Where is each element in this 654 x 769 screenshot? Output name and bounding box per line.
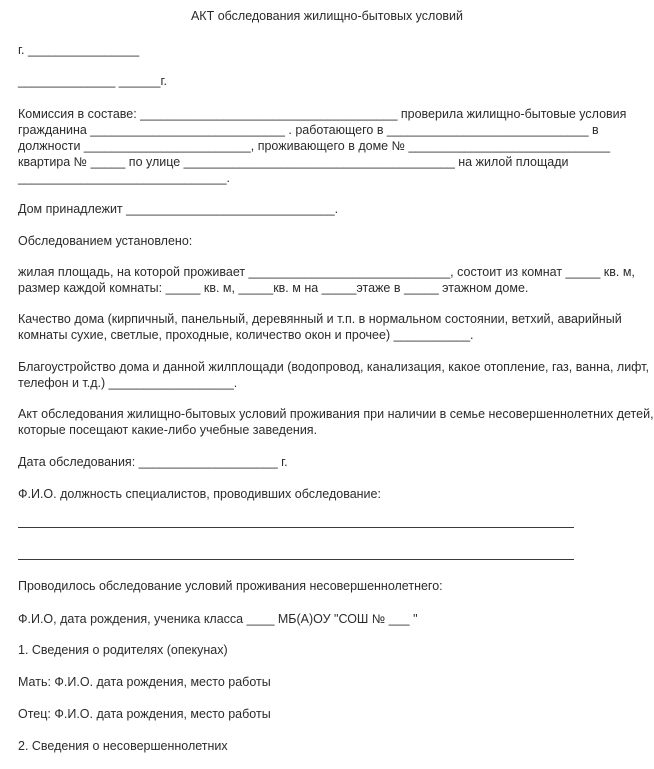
father-line: Отец: Ф.И.О. дата рождения, место работы [18,707,271,721]
minor-heading: Проводилось обследование условий проживания несовершеннолетнего: [18,579,443,593]
inspection-date-line: Дата обследования: ____________________ г. [18,455,288,469]
living-space-line: размер каждой комнаты: _____ кв. м, _____кв. м на _____этаже в _____ этажном доме. [18,281,529,295]
signature-line [18,527,574,528]
living-space-line: жилая площадь, на которой проживает _____________________________, состоит из комнат _____ кв. м, [18,265,635,279]
minors-heading: 2. Сведения о несовершеннолетних [18,739,228,753]
owner-line: Дом принадлежит ______________________________. [18,202,339,216]
house-quality-line: комнаты сухие, светлые, проходные, количество окон и прочее) ___________. [18,328,474,342]
act-note-line: Акт обследования жилищно-бытовых условий проживания при наличии в семье несовершеннолетних детей, [18,407,654,421]
commission-line: Комиссия в составе: _____________________________________ проверила жилищно-бытовые условия [18,107,627,121]
parents-heading: 1. Сведения о родителях (опекунах) [18,643,228,657]
date-line: ______________ ______г. [18,74,168,88]
house-quality-line: Качество дома (кирпичный, панельный, деревянный и т.п. в нормальном состоянии, ветхий, аварийный [18,312,622,326]
city-line: г. ________________ [18,43,140,57]
amenities-line: Благоустройство дома и данной жилплощади (водопровод, канализация, какое отопление, газ, ванна, лифт, [18,360,649,374]
act-note-line: которые посещают какие-либо учебные заведения. [18,423,318,437]
commission-line: должности ________________________, проживающего в доме № _____________________________ [18,139,611,153]
signature-line [18,559,574,560]
commission-line: гражданина ____________________________ . работающего в _____________________________ в [18,123,599,137]
student-line: Ф.И.О, дата рождения, ученика класса ____ МБ(А)ОУ "СОШ № ___ " [18,612,418,626]
commission-line: квартира № _____ по улице _______________________________________ на жилой площади [18,155,569,169]
amenities-line: телефон и т.д.) __________________. [18,376,238,390]
specialists-label: Ф.И.О. должность специалистов, проводивших обследование: [18,487,381,501]
document-title: АКТ обследования жилищно-бытовых условий [190,9,464,23]
mother-line: Мать: Ф.И.О. дата рождения, место работы [18,675,271,689]
established-heading: Обследованием установлено: [18,234,193,248]
commission-line: ______________________________. [18,171,231,185]
